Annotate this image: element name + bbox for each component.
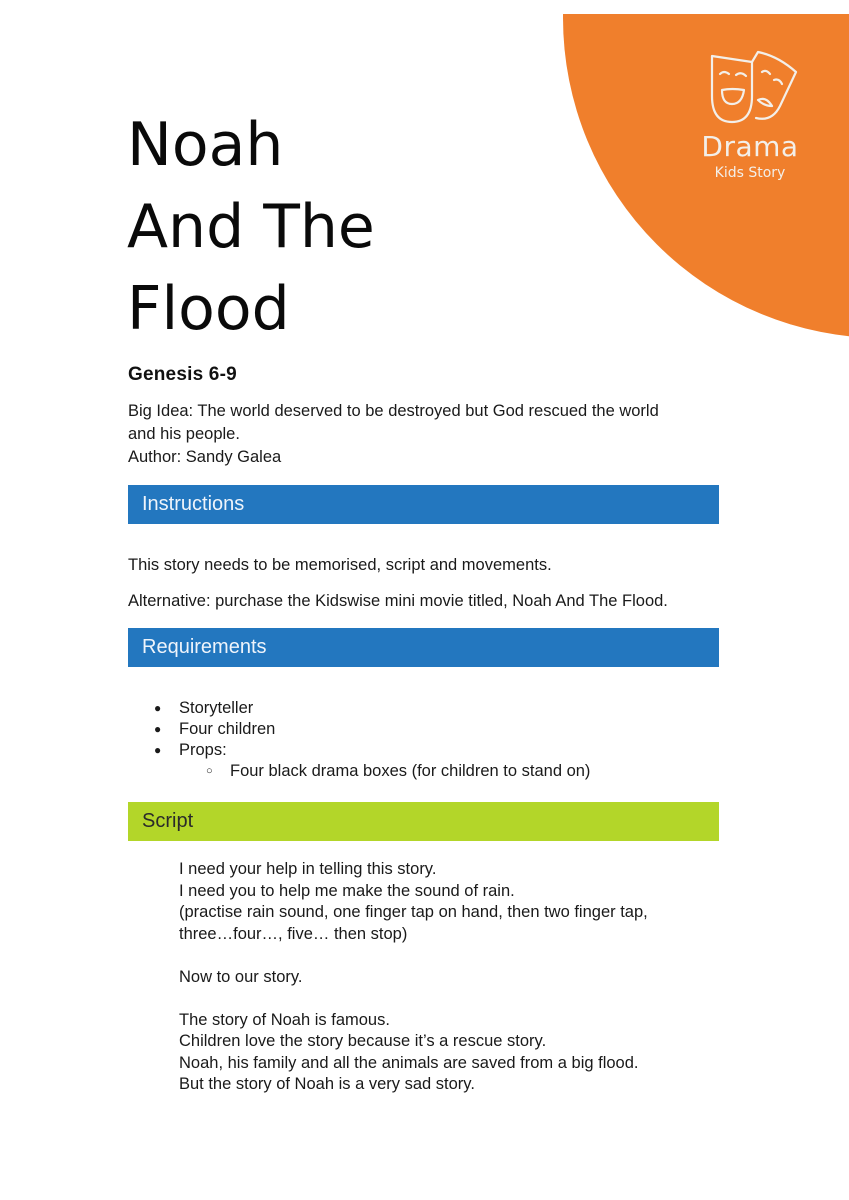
badge-title: Drama	[701, 130, 799, 163]
big-idea-line-2: and his people.	[128, 425, 240, 443]
script-line: I need your help in telling this story.	[179, 860, 437, 878]
list-item-text: Props:	[179, 741, 227, 759]
scripture-reference: Genesis 6-9	[128, 364, 237, 385]
hollow-bullet-icon: ○	[206, 765, 213, 777]
page-title	[127, 104, 375, 350]
sub-list-item	[128, 761, 719, 782]
list-item	[128, 719, 719, 740]
script-line: Noah, his family and all the animals are saved from a big flood.	[179, 1053, 639, 1072]
document-body	[128, 364, 719, 1096]
section-header-requirements: Requirements	[128, 628, 719, 667]
badge-subtitle: Kids Story	[714, 165, 786, 181]
script-line: I need you to help me make the sound of rain.	[179, 881, 515, 900]
script-line: three…four…, five… then stop)	[179, 924, 408, 943]
big-idea-line-1: Big Idea: The world deserved to be destroyed but God rescued the world	[128, 402, 659, 420]
script-line: The story of Noah is famous.	[179, 1010, 390, 1029]
list-item-text: Storyteller	[179, 699, 254, 717]
script-line: Now to our story.	[179, 967, 303, 986]
list-item	[128, 740, 719, 761]
script-line: (practise rain sound, one finger tap on hand, then two finger tap,	[179, 903, 648, 921]
title-line-1: Noah	[127, 110, 284, 180]
bullet-icon: ●	[154, 722, 162, 736]
instructions-paragraph-1: This story needs to be memorised, script and movements.	[128, 556, 552, 574]
instructions-paragraph-2: Alternative: purchase the Kidswise mini movie titled, Noah And The Flood.	[128, 592, 668, 610]
drama-masks-icon	[700, 48, 800, 128]
list-item-text: Four black drama boxes (for children to stand on)	[230, 762, 591, 780]
title-line-3: Flood	[127, 274, 290, 344]
drama-badge	[690, 48, 810, 182]
section-header-instructions: Instructions	[128, 485, 719, 524]
section-header-script: Script	[128, 802, 719, 841]
script-text	[128, 859, 719, 1096]
bullet-icon: ●	[154, 701, 162, 715]
list-item	[128, 698, 719, 719]
script-line: Children love the story because it’s a rescue story.	[179, 1032, 547, 1050]
title-line-2: And The	[127, 192, 375, 262]
script-line: But the story of Noah is a very sad story.	[179, 1075, 475, 1093]
author: Author: Sandy Galea	[128, 448, 282, 466]
list-item-text: Four children	[179, 720, 276, 738]
bullet-icon: ●	[154, 743, 162, 757]
requirements-list	[128, 698, 719, 782]
